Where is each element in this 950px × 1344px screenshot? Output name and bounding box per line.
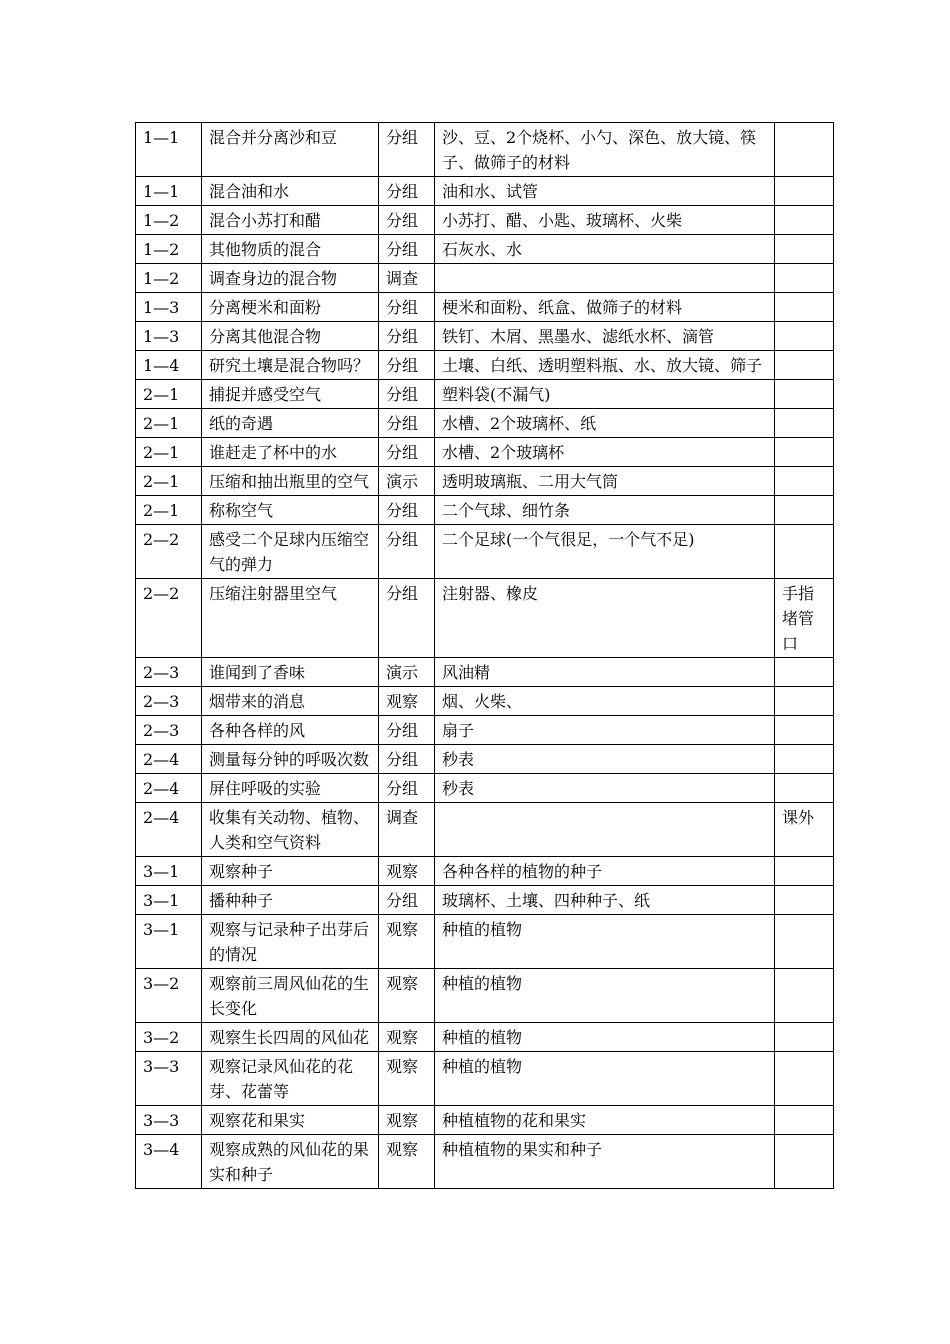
table-row bbox=[136, 1106, 834, 1135]
activity-mode-cell: 观察 bbox=[379, 857, 435, 886]
activity-mode-cell: 观察 bbox=[379, 1052, 435, 1106]
remark-cell bbox=[775, 380, 834, 409]
table-row bbox=[136, 803, 834, 857]
experiment-name-cell: 称称空气 bbox=[202, 496, 379, 525]
experiment-name-cell: 分离梗米和面粉 bbox=[202, 293, 379, 322]
table-row bbox=[136, 1135, 834, 1189]
table-row bbox=[136, 409, 834, 438]
materials-cell: 风油精 bbox=[435, 658, 775, 687]
lesson-code-cell: 1—2 bbox=[136, 264, 202, 293]
remark-cell bbox=[775, 774, 834, 803]
experiment-name-cell: 感受二个足球内压缩空气的弹力 bbox=[202, 525, 379, 579]
materials-cell: 石灰水、水 bbox=[435, 235, 775, 264]
remark-cell bbox=[775, 293, 834, 322]
remark-cell bbox=[775, 716, 834, 745]
remark-cell bbox=[775, 206, 834, 235]
lesson-code-cell: 2—3 bbox=[136, 716, 202, 745]
lesson-code-cell: 3—3 bbox=[136, 1106, 202, 1135]
remark-cell bbox=[775, 1052, 834, 1106]
table-row bbox=[136, 915, 834, 969]
materials-cell: 种植的植物 bbox=[435, 1023, 775, 1052]
experiment-name-cell: 播种种子 bbox=[202, 886, 379, 915]
activity-mode-cell: 观察 bbox=[379, 1135, 435, 1189]
activity-mode-cell: 分组 bbox=[379, 745, 435, 774]
lesson-code-cell: 1—1 bbox=[136, 177, 202, 206]
table-row bbox=[136, 206, 834, 235]
materials-cell: 梗米和面粉、纸盒、做筛子的材料 bbox=[435, 293, 775, 322]
remark-cell bbox=[775, 235, 834, 264]
remark-cell bbox=[775, 1023, 834, 1052]
materials-cell: 塑料袋(不漏气) bbox=[435, 380, 775, 409]
table-row bbox=[136, 886, 834, 915]
lesson-code-cell: 2—4 bbox=[136, 803, 202, 857]
lesson-code-cell: 3—1 bbox=[136, 886, 202, 915]
table-row bbox=[136, 235, 834, 264]
materials-cell: 注射器、橡皮 bbox=[435, 579, 775, 658]
table-row bbox=[136, 1023, 834, 1052]
table-row bbox=[136, 380, 834, 409]
lesson-code-cell: 1—2 bbox=[136, 206, 202, 235]
table-row bbox=[136, 525, 834, 579]
lesson-code-cell: 1—3 bbox=[136, 293, 202, 322]
table-row bbox=[136, 774, 834, 803]
materials-cell: 透明玻璃瓶、二用大气筒 bbox=[435, 467, 775, 496]
experiment-name-cell: 混合小苏打和醋 bbox=[202, 206, 379, 235]
remark-cell bbox=[775, 467, 834, 496]
experiment-name-cell: 观察记录风仙花的花芽、花蕾等 bbox=[202, 1052, 379, 1106]
experiment-name-cell: 测量每分钟的呼吸次数 bbox=[202, 745, 379, 774]
materials-cell: 玻璃杯、土壤、四种种子、纸 bbox=[435, 886, 775, 915]
lesson-code-cell: 3—3 bbox=[136, 1052, 202, 1106]
lesson-code-cell: 3—1 bbox=[136, 857, 202, 886]
materials-cell bbox=[435, 264, 775, 293]
activity-mode-cell: 分组 bbox=[379, 886, 435, 915]
materials-cell: 种植的植物 bbox=[435, 915, 775, 969]
activity-mode-cell: 分组 bbox=[379, 579, 435, 658]
table-row bbox=[136, 351, 834, 380]
experiment-name-cell: 观察成熟的风仙花的果实和种子 bbox=[202, 1135, 379, 1189]
table-row bbox=[136, 1052, 834, 1106]
activity-mode-cell: 分组 bbox=[379, 496, 435, 525]
activity-mode-cell: 调查 bbox=[379, 803, 435, 857]
remark-cell: 手指堵管口 bbox=[775, 579, 834, 658]
experiment-name-cell: 观察与记录种子出芽后的情况 bbox=[202, 915, 379, 969]
lesson-code-cell: 2—3 bbox=[136, 658, 202, 687]
remark-cell bbox=[775, 264, 834, 293]
experiment-name-cell: 谁闻到了香味 bbox=[202, 658, 379, 687]
activity-mode-cell: 分组 bbox=[379, 206, 435, 235]
table-row bbox=[136, 496, 834, 525]
activity-mode-cell: 观察 bbox=[379, 969, 435, 1023]
table-row bbox=[136, 687, 834, 716]
materials-cell: 种植的植物 bbox=[435, 1052, 775, 1106]
activity-mode-cell: 分组 bbox=[379, 235, 435, 264]
activity-mode-cell: 分组 bbox=[379, 438, 435, 467]
experiment-name-cell: 分离其他混合物 bbox=[202, 322, 379, 351]
remark-cell bbox=[775, 687, 834, 716]
table-row bbox=[136, 745, 834, 774]
lesson-code-cell: 2—1 bbox=[136, 409, 202, 438]
materials-cell: 二个气球、细竹条 bbox=[435, 496, 775, 525]
remark-cell bbox=[775, 351, 834, 380]
remark-cell: 课外 bbox=[775, 803, 834, 857]
lesson-code-cell: 2—2 bbox=[136, 525, 202, 579]
remark-cell bbox=[775, 886, 834, 915]
table-row bbox=[136, 857, 834, 886]
activity-mode-cell: 观察 bbox=[379, 915, 435, 969]
table-row bbox=[136, 438, 834, 467]
lesson-code-cell: 3—2 bbox=[136, 1023, 202, 1052]
activity-mode-cell: 调查 bbox=[379, 264, 435, 293]
remark-cell bbox=[775, 745, 834, 774]
materials-cell: 油和水、试管 bbox=[435, 177, 775, 206]
materials-cell: 扇子 bbox=[435, 716, 775, 745]
experiment-name-cell: 各种各样的风 bbox=[202, 716, 379, 745]
activity-mode-cell: 分组 bbox=[379, 525, 435, 579]
experiment-name-cell: 屏住呼吸的实验 bbox=[202, 774, 379, 803]
remark-cell bbox=[775, 409, 834, 438]
remark-cell bbox=[775, 496, 834, 525]
activity-mode-cell: 分组 bbox=[379, 177, 435, 206]
lesson-code-cell: 1—3 bbox=[136, 322, 202, 351]
experiment-name-cell: 收集有关动物、植物、人类和空气资料 bbox=[202, 803, 379, 857]
experiment-name-cell: 观察花和果实 bbox=[202, 1106, 379, 1135]
lesson-code-cell: 1—1 bbox=[136, 123, 202, 177]
remark-cell bbox=[775, 1135, 834, 1189]
materials-cell: 种植植物的果实和种子 bbox=[435, 1135, 775, 1189]
remark-cell bbox=[775, 438, 834, 467]
lesson-code-cell: 2—4 bbox=[136, 745, 202, 774]
remark-cell bbox=[775, 658, 834, 687]
materials-cell: 沙、豆、2个烧杯、小勺、深色、放大镜、筷子、做筛子的材料 bbox=[435, 123, 775, 177]
remark-cell bbox=[775, 177, 834, 206]
table-row bbox=[136, 264, 834, 293]
experiment-name-cell: 纸的奇遇 bbox=[202, 409, 379, 438]
activity-mode-cell: 分组 bbox=[379, 409, 435, 438]
lesson-code-cell: 2—1 bbox=[136, 380, 202, 409]
materials-cell: 小苏打、醋、小匙、玻璃杯、火柴 bbox=[435, 206, 775, 235]
lesson-code-cell: 2—1 bbox=[136, 467, 202, 496]
materials-cell: 烟、火柴、 bbox=[435, 687, 775, 716]
experiment-name-cell: 观察前三周风仙花的生长变化 bbox=[202, 969, 379, 1023]
materials-cell: 二个足球(一个气很足，一个气不足) bbox=[435, 525, 775, 579]
lesson-code-cell: 3—4 bbox=[136, 1135, 202, 1189]
lesson-code-cell: 1—4 bbox=[136, 351, 202, 380]
table-row bbox=[136, 658, 834, 687]
experiment-name-cell: 烟带来的消息 bbox=[202, 687, 379, 716]
remark-cell bbox=[775, 123, 834, 177]
experiment-name-cell: 混合油和水 bbox=[202, 177, 379, 206]
experiment-name-cell: 观察生长四周的风仙花 bbox=[202, 1023, 379, 1052]
lesson-code-cell: 2—4 bbox=[136, 774, 202, 803]
remark-cell bbox=[775, 969, 834, 1023]
experiment-name-cell: 调查身边的混合物 bbox=[202, 264, 379, 293]
activity-mode-cell: 演示 bbox=[379, 658, 435, 687]
experiment-name-cell: 捕捉并感受空气 bbox=[202, 380, 379, 409]
remark-cell bbox=[775, 322, 834, 351]
table-row bbox=[136, 579, 834, 658]
materials-cell bbox=[435, 803, 775, 857]
table-row bbox=[136, 293, 834, 322]
activity-mode-cell: 分组 bbox=[379, 351, 435, 380]
experiment-table-body bbox=[136, 123, 834, 1189]
activity-mode-cell: 分组 bbox=[379, 293, 435, 322]
activity-mode-cell: 分组 bbox=[379, 774, 435, 803]
experiment-name-cell: 混合并分离沙和豆 bbox=[202, 123, 379, 177]
activity-mode-cell: 观察 bbox=[379, 687, 435, 716]
experiment-name-cell: 研究土壤是混合物吗？ bbox=[202, 351, 379, 380]
lesson-code-cell: 3—1 bbox=[136, 915, 202, 969]
materials-cell: 各种各样的植物的种子 bbox=[435, 857, 775, 886]
experiment-name-cell: 压缩注射器里空气 bbox=[202, 579, 379, 658]
materials-cell: 秒表 bbox=[435, 774, 775, 803]
remark-cell bbox=[775, 525, 834, 579]
lesson-code-cell: 2—3 bbox=[136, 687, 202, 716]
table-row bbox=[136, 969, 834, 1023]
lesson-code-cell: 2—1 bbox=[136, 496, 202, 525]
activity-mode-cell: 分组 bbox=[379, 322, 435, 351]
table-row bbox=[136, 322, 834, 351]
table-row bbox=[136, 123, 834, 177]
document-page bbox=[135, 122, 833, 1189]
lesson-code-cell: 2—2 bbox=[136, 579, 202, 658]
materials-cell: 水槽、2个玻璃杯、纸 bbox=[435, 409, 775, 438]
materials-cell: 水槽、2个玻璃杯 bbox=[435, 438, 775, 467]
table-row bbox=[136, 467, 834, 496]
table-row bbox=[136, 716, 834, 745]
materials-cell: 秒表 bbox=[435, 745, 775, 774]
experiment-name-cell: 谁赶走了杯中的水 bbox=[202, 438, 379, 467]
experiment-name-cell: 观察种子 bbox=[202, 857, 379, 886]
activity-mode-cell: 分组 bbox=[379, 123, 435, 177]
materials-cell: 种植的植物 bbox=[435, 969, 775, 1023]
experiment-name-cell: 压缩和抽出瓶里的空气 bbox=[202, 467, 379, 496]
activity-mode-cell: 演示 bbox=[379, 467, 435, 496]
lesson-code-cell: 3—2 bbox=[136, 969, 202, 1023]
remark-cell bbox=[775, 915, 834, 969]
activity-mode-cell: 观察 bbox=[379, 1106, 435, 1135]
remark-cell bbox=[775, 1106, 834, 1135]
remark-cell bbox=[775, 857, 834, 886]
experiment-name-cell: 其他物质的混合 bbox=[202, 235, 379, 264]
materials-cell: 土壤、白纸、透明塑料瓶、水、放大镜、筛子 bbox=[435, 351, 775, 380]
lesson-code-cell: 2—1 bbox=[136, 438, 202, 467]
lesson-code-cell: 1—2 bbox=[136, 235, 202, 264]
activity-mode-cell: 分组 bbox=[379, 380, 435, 409]
activity-mode-cell: 观察 bbox=[379, 1023, 435, 1052]
materials-cell: 种植植物的花和果实 bbox=[435, 1106, 775, 1135]
activity-mode-cell: 分组 bbox=[379, 716, 435, 745]
experiment-table bbox=[135, 122, 834, 1189]
table-row bbox=[136, 177, 834, 206]
materials-cell: 铁钉、木屑、黑墨水、滤纸水杯、滴管 bbox=[435, 322, 775, 351]
